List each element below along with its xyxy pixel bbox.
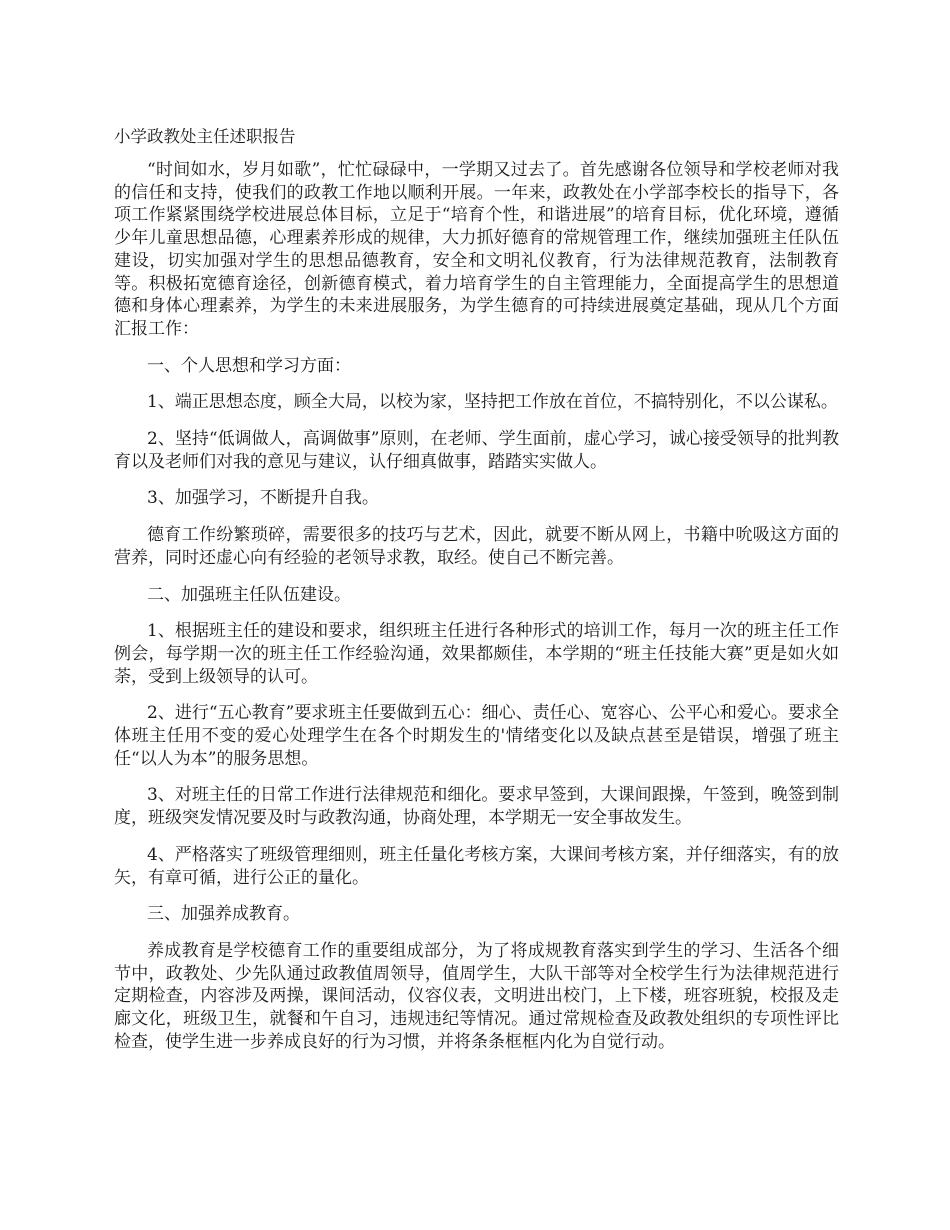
paragraph: 1、根据班主任的建设和要求，组织班主任进行各种形式的培训工作，每月一次的班主任工作例会，每学期一次的班主任工作经验沟通，效果都颇佳，本学期的“班主任技能大赛”更是如火如荼，受到上级领导的认可。 xyxy=(114,621,839,687)
paragraph: 3、加强学习，不断提升自我。 xyxy=(147,488,379,509)
paragraph: 2、进行“五心教育”要求班主任要做到五心：细心、责任心、宽容心、公平心和爱心。要求全体班主任用不变的爱心处理学生在各个时期发生的'情绪变化以及缺点甚至是错误，增强了班主任“以人为本”的服务思想。 xyxy=(114,703,839,769)
paragraph: 2、坚持“低调做人，高调做事”原则，在老师、学生面前，虚心学习，诚心接受领导的批判教育以及老师们对我的意见与建议，认仔细真做事，踏踏实实做人。 xyxy=(114,429,839,472)
document-page xyxy=(114,124,839,1068)
section-heading-2: 二、加强班主任队伍建设。 xyxy=(147,584,351,605)
paragraph-intro: “时间如水，岁月如歌”，忙忙碌碌中，一学期又过去了。首先感谢各位领导和学校老师对我的信任和支持，使我们的政教工作地以顺利开展。一年来，政教处在小学部李校长的指导下，各项工作紧紧围绕学校进展总体目标，立足于“培育个性，和谐进展”的培育目标，优化环境，遵循少年儿童思想品德，心理素养形成的规律，大力抓好德育的常规管理工作，继续加强班主任队伍建设，切实加强对学生的思想品德教育，安全和文明礼仪教育，行为法律规范教育，法制教育等。积极拓宽德育途径，创新德育模式，着力培育学生的自主管理能力，全面提高学生的思想道德和身体心理素养，为学生的未来进展服务，为学生德育的可持续进展奠定基础，现从几个方面汇报工作： xyxy=(114,160,839,339)
section-heading-3: 三、加强养成教育。 xyxy=(147,904,300,925)
paragraph: 3、对班主任的日常工作进行法律规范和细化。要求早签到，大课间跟操，午签到，晚签到制度，班级突发情况要及时与政教沟通，协商处理，本学期无一安全事故发生。 xyxy=(114,785,839,829)
paragraph: 1、端正思想态度，顾全大局，以校为家，坚持把工作放在首位，不搞特别化，不以公谋私。 xyxy=(147,392,838,413)
paragraph: 4、严格落实了班级管理细则，班主任量化考核方案，大课间考核方案，并仔细落实，有的放矢，有章可循，进行公正的量化。 xyxy=(114,844,839,888)
section-heading-1: 一、个人思想和学习方面： xyxy=(147,355,351,376)
paragraph: 养成教育是学校德育工作的重要组成部分，为了将成规教育落实到学生的学习、生活各个细节中，政教处、少先队通过政教值周领导，值周学生，大队干部等对全校学生行为法律规范进行定期检查，内容涉及两操，课间活动，仪容仪表，文明进出校门，上下楼，班容班貌，校报及走廊文化，班级卫生，就餐和午自习，违规违纪等情况。通过常规检查及政教处组织的专项性评比检查，使学生进一步养成良好的行为习惯，并将条条框框内化为自觉行动。 xyxy=(114,940,839,1052)
document-title: 小学政教处主任述职报告 xyxy=(114,127,296,146)
paragraph: 德育工作纷繁琐碎，需要很多的技巧与艺术，因此，就要不断从网上，书籍中吮吸这方面的营养，同时还虚心向有经验的老领导求教，取经。使自己不断完善。 xyxy=(114,525,839,568)
